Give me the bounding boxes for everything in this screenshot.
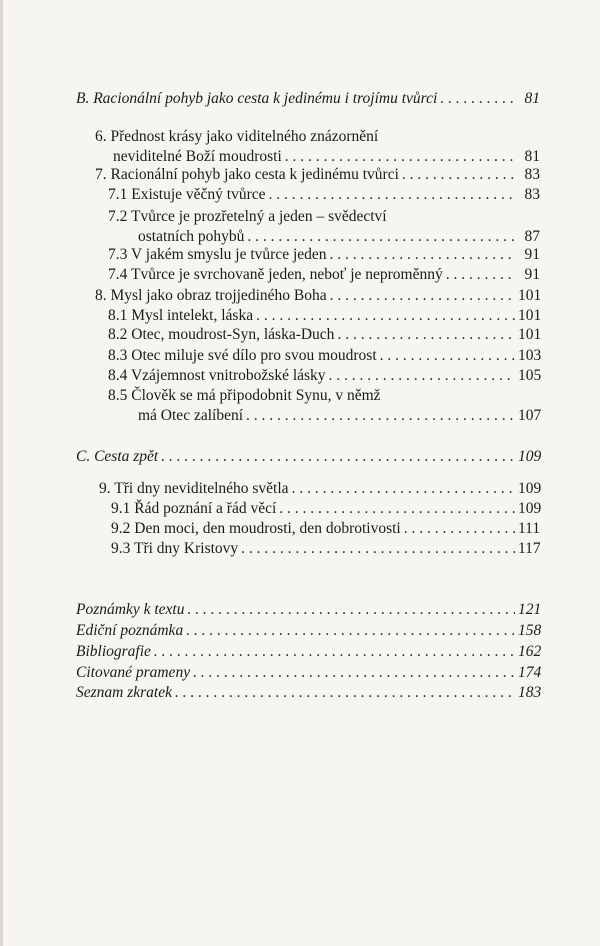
toc-title: 7.1 Existuje věčný tvůrce	[108, 186, 266, 203]
toc-page: 109	[518, 480, 542, 497]
leader-dots	[279, 499, 515, 519]
toc-title: 8. Mysl jako obraz trojjediného Boha	[95, 287, 327, 304]
leader-dots	[440, 89, 515, 109]
toc-notes[interactable]	[76, 600, 540, 620]
toc-entry-8-2[interactable]	[108, 325, 540, 345]
toc-entry-8[interactable]	[95, 286, 540, 306]
toc-page: 81	[524, 148, 540, 165]
toc-page: 107	[518, 407, 542, 424]
toc-entry-9-3[interactable]	[111, 539, 540, 559]
toc-entry-7[interactable]	[95, 165, 540, 185]
toc-page: 81	[524, 90, 540, 107]
toc-page: 117	[518, 540, 541, 557]
toc-section-c[interactable]	[76, 447, 540, 467]
toc-title: 9.3 Tři dny Kristovy	[111, 540, 239, 557]
toc-page: 101	[518, 326, 542, 343]
leader-dots	[269, 185, 515, 205]
leader-dots	[330, 245, 515, 265]
leader-dots	[246, 406, 515, 426]
leader-dots	[404, 519, 515, 539]
toc-page: 162	[518, 643, 542, 660]
toc-page: 101	[518, 287, 542, 304]
toc-title: 7. Racionální pohyb jako cesta k jedinému tvůrci	[95, 166, 399, 183]
toc-title: 8.4 Vzájemnost vnitrobožské lásky	[108, 367, 326, 384]
leader-dots	[292, 479, 515, 499]
toc-title: 7.2 Tvůrce je prozřetelný a jeden – svědectví	[108, 208, 387, 225]
toc-title: 8.1 Mysl intelekt, láska	[108, 307, 254, 324]
leader-dots	[256, 306, 515, 326]
toc-title: 8.2 Otec, moudrost-Syn, láska-Duch	[108, 326, 335, 343]
toc-page: 111	[518, 520, 541, 537]
toc-entry-9-2[interactable]	[111, 519, 540, 539]
toc-title-cont: neviditelné Boží moudrosti	[113, 148, 282, 165]
toc-title: 6. Přednost krásy jako viditelného znázornění	[95, 128, 379, 145]
toc-title: Citované prameny	[76, 664, 191, 681]
toc-entry-8-1[interactable]	[108, 306, 540, 326]
toc-page: 83	[524, 186, 540, 203]
toc-title: Ediční poznámka	[76, 622, 184, 639]
leader-dots	[187, 600, 515, 620]
toc-title: 9. Tři dny neviditelného světla	[99, 480, 289, 497]
toc-entry-7-2[interactable]	[108, 207, 540, 247]
toc-page: 103	[518, 347, 542, 364]
toc-page: 91	[524, 266, 540, 283]
leader-dots	[175, 683, 515, 703]
toc-entry-8-5[interactable]	[108, 386, 540, 426]
toc-title: 9.2 Den moci, den moudrosti, den dobrotivosti	[111, 520, 401, 537]
toc-title-cont: má Otec zalíbení	[138, 407, 244, 424]
toc-page: 101	[518, 307, 542, 324]
toc-title: 8.5 Člověk se má připodobnit Synu, v němž	[108, 387, 381, 404]
toc-page: 109	[518, 448, 542, 465]
toc-page: 158	[518, 622, 542, 639]
toc-entry-7-1[interactable]	[108, 185, 540, 205]
toc-page: 121	[518, 601, 542, 618]
toc-entry-9-1[interactable]	[111, 499, 540, 519]
toc-page: 83	[524, 166, 540, 183]
toc-entry-8-4[interactable]	[108, 366, 540, 386]
toc-title: 7.3 V jakém smyslu je tvůrce jeden	[108, 246, 327, 263]
toc-edition-note[interactable]	[76, 621, 540, 641]
leader-dots	[154, 642, 515, 662]
toc-page: 183	[518, 684, 542, 701]
leader-dots	[161, 447, 515, 467]
leader-dots	[285, 147, 515, 167]
leader-dots	[247, 227, 515, 247]
leader-dots	[241, 539, 515, 559]
toc-title-cont: ostatních pohybů	[138, 228, 245, 245]
toc-cited-sources[interactable]	[76, 663, 540, 683]
toc-title: Bibliografie	[76, 643, 151, 660]
leader-dots	[446, 265, 515, 285]
toc-entry-8-3[interactable]	[108, 346, 540, 366]
toc-entry-6[interactable]	[95, 127, 540, 167]
toc-entry-9[interactable]	[99, 479, 540, 499]
leader-dots	[337, 325, 515, 345]
leader-dots	[380, 346, 515, 366]
toc-title: 7.4 Tvůrce je svrchovaně jeden, neboť je neproměnný	[108, 266, 443, 283]
toc-title: Seznam zkratek	[76, 684, 172, 701]
toc-page: 174	[518, 664, 542, 681]
toc-title: C. Cesta zpět	[76, 448, 159, 465]
toc-title: 8.3 Otec miluje své dílo pro svou moudrost	[108, 347, 377, 364]
toc-title: 9.1 Řád poznání a řád věcí	[111, 500, 277, 517]
toc-abbreviations[interactable]	[76, 683, 540, 703]
toc-title: Poznámky k textu	[76, 601, 185, 618]
leader-dots	[330, 286, 515, 306]
toc-page: 87	[524, 228, 540, 245]
leader-dots	[193, 663, 515, 683]
leader-dots	[186, 621, 515, 641]
toc-entry-7-3[interactable]	[108, 245, 540, 265]
leader-dots	[329, 366, 515, 386]
toc-entry-7-4[interactable]	[108, 265, 540, 285]
toc-section-b[interactable]	[76, 89, 540, 109]
toc-page: 91	[524, 246, 540, 263]
toc-page: 105	[518, 367, 542, 384]
toc-page: 109	[518, 500, 542, 517]
toc-title: B. Racionální pohyb jako cesta k jedinému i trojímu tvůrci	[76, 90, 438, 107]
toc-bibliography[interactable]	[76, 642, 540, 662]
leader-dots	[402, 165, 515, 185]
